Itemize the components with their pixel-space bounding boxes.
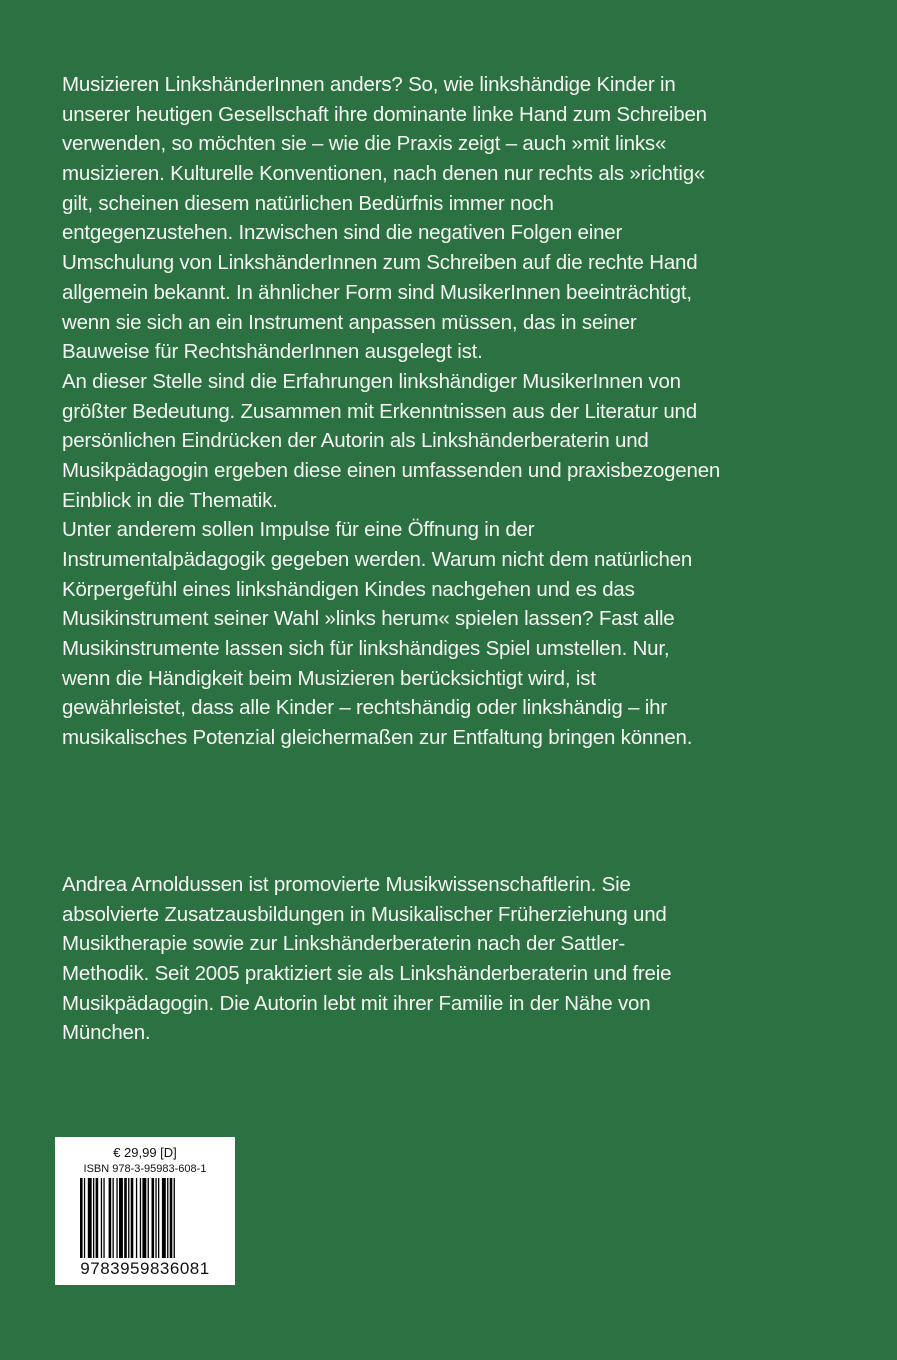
barcode-bar (155, 1178, 156, 1258)
barcode-bar (128, 1178, 129, 1258)
blurb-line: größter Bedeutung. Zusammen mit Erkenntnissen aus der Literatur und (62, 399, 697, 423)
blurb-line: unserer heutigen Gesellschaft ihre dominante linke Hand zum Schreiben (62, 102, 707, 126)
blurb-line: Instrumentalpädagogik gegeben werden. Warum nicht dem natürlichen (62, 548, 693, 571)
ean-number: 9783959836081 (80, 1259, 210, 1278)
barcode-bar (174, 1178, 175, 1258)
barcode-bar (170, 1178, 173, 1258)
blurb-line: Musikinstrumente lassen sich für linkshändiges Spiel umstellen. Nur, (62, 637, 670, 661)
barcode-bars (80, 1178, 210, 1258)
bio-line: Methodik. Seit 2005 praktiziert sie als Linkshänderberaterin und freie (62, 962, 672, 986)
blurb-line: Bauweise für RechtshänderInnen ausgelegt ist. (62, 340, 483, 364)
blurb-line: Musikinstrument seiner Wahl »links herum« spielen lassen? Fast alle (62, 607, 675, 631)
blurb-line: Musizieren LinkshänderInnen anders? So, wie linkshändige Kinder in (62, 73, 676, 96)
barcode-bar (96, 1178, 99, 1258)
barcode-label (55, 1137, 235, 1285)
blurb-line: Körpergefühl eines linkshändigen Kindes nachgehen und es das (62, 577, 635, 601)
barcode-bar (148, 1178, 149, 1258)
isbn: ISBN 978-3-95983-608-1 (83, 1163, 207, 1175)
barcode-bar (101, 1178, 102, 1258)
bio-line: Andrea Arnoldussen ist promovierte Musikwissenschaftlerin. Sie (62, 873, 631, 896)
blurb-line: An dieser Stelle sind die Erfahrungen linkshändiger MusikerInnen von (62, 369, 681, 393)
blurb-line: verwenden, so möchten sie – wie die Praxis zeigt – auch »mit links« (62, 132, 667, 156)
blurb-text (62, 70, 720, 753)
barcode-bar (167, 1178, 168, 1258)
barcode-bar (136, 1178, 137, 1258)
blurb-line: allgemein bekannt. In ähnlicher Form sind MusikerInnen beeinträchtigt, (62, 280, 692, 304)
barcode-bar (142, 1178, 146, 1258)
barcode-bar (119, 1178, 123, 1258)
barcode-bar (88, 1178, 92, 1258)
price: € 29,99 [D] (113, 1145, 177, 1160)
barcode-bar (116, 1178, 117, 1258)
barcode-bar (113, 1178, 114, 1258)
blurb-line: persönlichen Eindrücken der Autorin als Linkshänderberaterin und (62, 429, 649, 453)
blurb-line: Einblick in die Thematik. (62, 488, 278, 512)
barcode-bar (152, 1178, 155, 1258)
barcode-bar (80, 1178, 83, 1258)
author-bio (62, 870, 671, 1048)
bio-line: absolvierte Zusatzausbildungen in Musikalischer Früherziehung und (62, 902, 667, 926)
blurb-line: musizieren. Kulturelle Konventionen, nach denen nur rechts als »richtig« (62, 162, 706, 186)
blurb-line: Musikpädagogin ergeben diese einen umfassenden und praxisbezogenen (62, 458, 721, 482)
barcode-bar (109, 1178, 112, 1258)
barcode-bar (131, 1178, 134, 1258)
bio-line: Musiktherapie sowie zur Linkshänderberaterin nach der Sattler- (62, 932, 626, 956)
barcode-bar (93, 1178, 94, 1258)
barcode-bar (103, 1178, 104, 1258)
blurb-line: gilt, scheinen diesem natürlichen Bedürfnis immer noch (62, 191, 554, 215)
barcode-bar (158, 1178, 159, 1258)
barcode-bar (84, 1178, 85, 1258)
barcode-bar (124, 1178, 127, 1258)
bio-line: München. (62, 1021, 151, 1045)
barcode-bar (140, 1178, 141, 1258)
blurb-line: wenn die Händigkeit beim Musizieren berücksichtigt wird, ist (62, 666, 596, 690)
blurb-line: gewährleistet, dass alle Kinder – rechtshändig oder linkshändig – ihr (62, 696, 667, 720)
blurb-line: entgegenzustehen. Inzwischen sind die negativen Folgen einer (62, 221, 623, 245)
blurb-line: wenn sie sich an ein Instrument anpassen müssen, das in seiner (62, 310, 637, 334)
bio-line: Musikpädagogin. Die Autorin lebt mit ihrer Familie in der Nähe von (62, 991, 651, 1015)
blurb-line: Unter anderem sollen Impulse für eine Öffnung in der (62, 518, 535, 542)
barcode-bar (162, 1178, 166, 1258)
blurb-line: musikalisches Potenzial gleichermaßen zur Entfaltung bringen können. (62, 726, 693, 750)
blurb-line: Umschulung von LinkshänderInnen zum Schreiben auf die rechte Hand (62, 251, 698, 275)
